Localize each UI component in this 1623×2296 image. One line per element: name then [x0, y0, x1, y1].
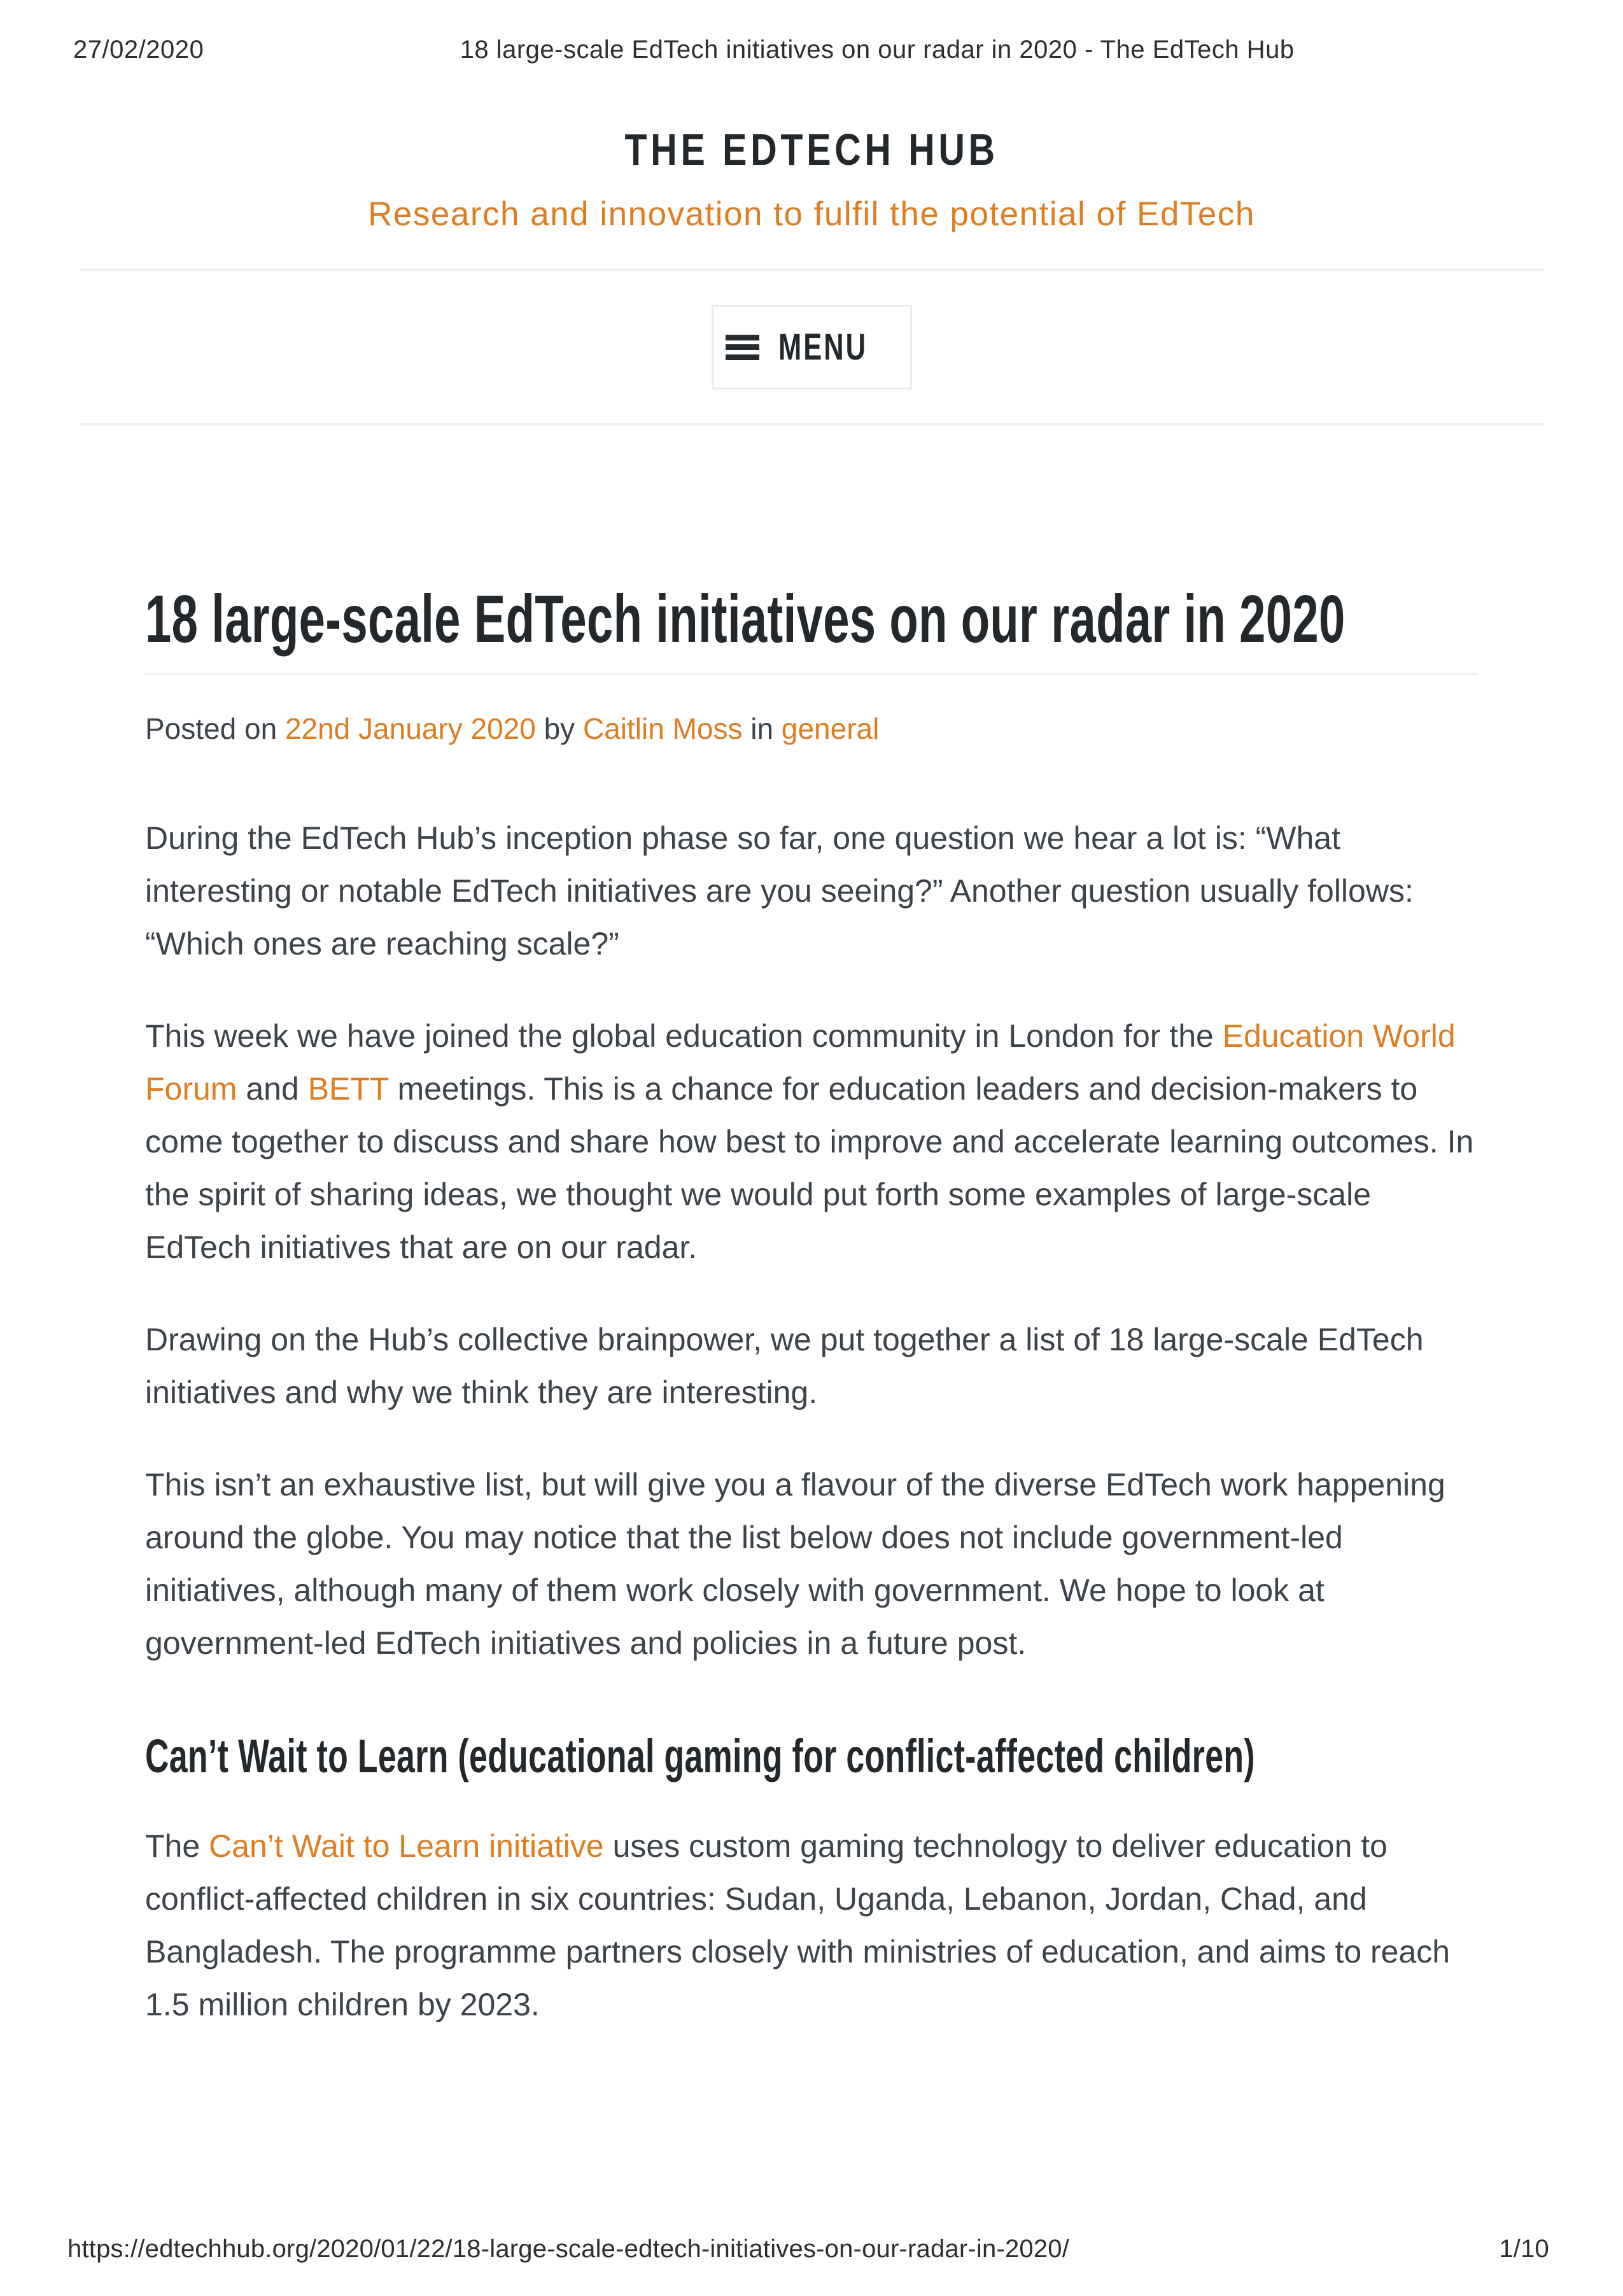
print-header — [73, 36, 1550, 64]
section-heading-cant-wait-to-learn: Can’t Wait to Learn (educational gaming for conflict-affected children) — [145, 1729, 1255, 1782]
paragraph-5-text: uses custom gaming technology to deliver education to conflict-affected children in six countries: Sudan, Uganda, Lebanon, Jordan, Chad, and Bangladesh. The programme partners closely with ministries of education, and aims to reach 1.5 million children by 2023. — [145, 1828, 1451, 2022]
print-date: 27/02/2020 — [73, 36, 204, 64]
byline-in: in — [742, 711, 782, 745]
paragraph-2-text: and — [237, 1070, 308, 1107]
print-footer-url: https://edtechhub.org/2020/01/22/18-large-scale-edtech-initiatives-on-our-radar-in-2020/ — [67, 2235, 1070, 2263]
byline-date-link[interactable]: 22nd January 2020 — [285, 711, 536, 745]
menu-button[interactable] — [712, 305, 912, 389]
header-divider-top — [79, 269, 1544, 271]
hamburger-icon — [726, 335, 759, 360]
title-divider — [145, 673, 1478, 675]
byline — [145, 707, 1478, 751]
byline-author-link[interactable]: Caitlin Moss — [582, 711, 743, 745]
paragraph-2-text: This week we have joined the global education community in London for the — [145, 1018, 1223, 1054]
education-world-forum-link[interactable]: Education World Forum — [145, 1018, 1456, 1107]
bett-link[interactable]: BETT — [307, 1070, 389, 1107]
print-page-title: 18 large-scale EdTech initiatives on our radar in 2020 - The EdTech Hub — [460, 36, 1295, 64]
menu-row — [79, 305, 1544, 389]
paragraph-2-text: meetings. This is a chance for education leaders and decision-makers to come together to discuss and share how best to improve and accelerate learning outcomes. In the spirit of sharing ideas, we thought we would put forth some examples of large-scale EdTech initiatives that are on our radar. — [145, 1070, 1474, 1265]
paragraph-3: Drawing on the Hub’s collective brainpower, we put together a list of 18 large-scale EdTech initiatives and why we think they are interesting. — [145, 1321, 1424, 1410]
print-footer-page-number: 1/10 — [1499, 2235, 1549, 2263]
article-title: 18 large-scale EdTech initiatives on our radar in 2020 — [145, 582, 1345, 657]
paragraph-5 — [145, 1820, 1478, 2031]
paragraph-2 — [145, 1010, 1478, 1274]
site-tagline: Research and innovation to fulfil the potential of EdTech — [368, 195, 1255, 233]
header-divider-bottom — [79, 423, 1544, 426]
menu-button-label: MENU — [778, 326, 868, 368]
article — [145, 584, 1478, 2031]
byline-by: by — [535, 711, 583, 745]
paragraph-4: This isn’t an exhaustive list, but will give you a flavour of the diverse EdTech work happening around the globe. You may notice that the list below does not include government-led initiatives, although many of them work closely with government. We hope to look at government-led EdTech initiatives and policies in a future post. — [145, 1466, 1445, 1661]
site-content — [79, 0, 1544, 2031]
site-title[interactable]: THE EDTECH HUB — [624, 125, 999, 174]
print-footer — [67, 2235, 1549, 2264]
byline-category-link[interactable]: general — [781, 711, 880, 745]
cant-wait-to-learn-link[interactable]: Can’t Wait to Learn initiative — [209, 1828, 604, 1864]
paragraph-5-text: The — [145, 1828, 209, 1864]
byline-posted-on: Posted on — [145, 711, 285, 745]
paragraph-1: During the EdTech Hub’s inception phase so far, one question we hear a lot is: “What interesting or notable EdTech initiatives are you seeing?” Another question usually follows: “Which ones are reaching scale?” — [145, 820, 1414, 962]
